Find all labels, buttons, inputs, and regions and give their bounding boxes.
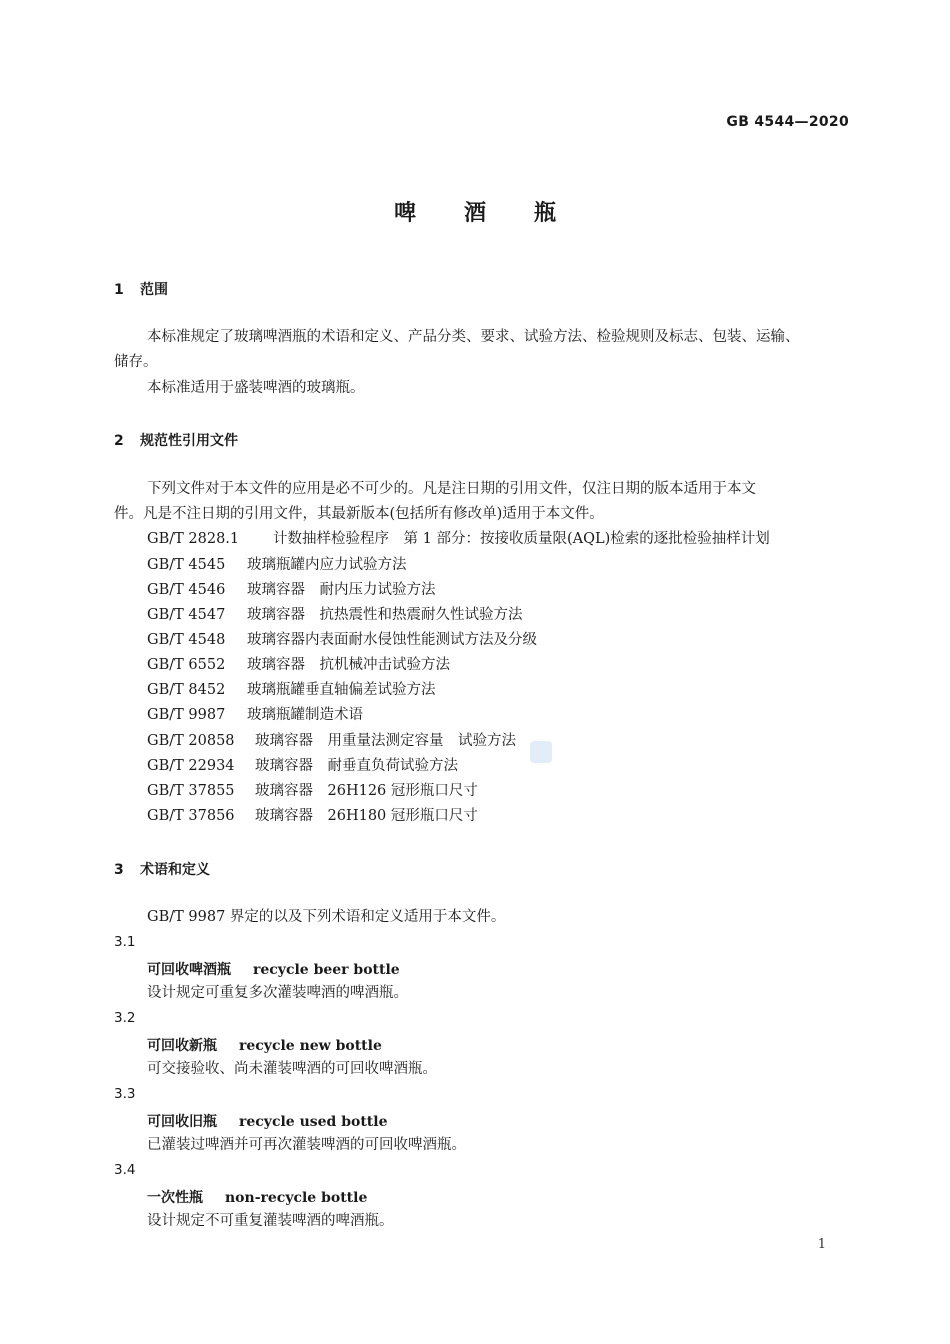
term-english: recycle new bottle — [239, 1038, 382, 1054]
references-intro-line-1: 下列文件对于本文件的应用是必不可少的。凡是注日期的引用文件，仅注日期的版本适用于本文 — [147, 481, 756, 497]
reference-code: GB/T 6552 — [147, 657, 226, 673]
reference-title: 玻璃瓶罐内应力试验方法 — [247, 557, 407, 573]
reference-item — [147, 680, 436, 700]
reference-item — [147, 630, 537, 650]
scope-paragraph-line-2: 储存。 — [114, 354, 158, 370]
reference-code: GB/T 37855 — [147, 783, 235, 799]
reference-title: 玻璃容器 用重量法测定容量 试验方法 — [255, 733, 516, 749]
term-english: recycle beer bottle — [253, 962, 400, 978]
reference-title: 玻璃容器 26H180 冠形瓶口尺寸 — [255, 808, 478, 824]
section-number: 3 — [114, 862, 124, 878]
term-chinese: 一次性瓶 — [147, 1190, 203, 1206]
terms-intro: GB/T 9987 界定的以及下列术语和定义适用于本文件。 — [147, 909, 506, 925]
section-title: 术语和定义 — [140, 862, 210, 878]
section-2-heading — [114, 430, 238, 450]
section-title: 规范性引用文件 — [140, 433, 238, 449]
reference-title: 玻璃瓶罐制造术语 — [247, 707, 363, 723]
section-1-heading — [114, 279, 168, 299]
standard-code: GB 4544—2020 — [726, 114, 849, 130]
reference-title: 玻璃容器 耐垂直负荷试验方法 — [255, 758, 458, 774]
term-english: recycle used bottle — [239, 1114, 388, 1130]
term-definition: 已灌装过啤酒并可再次灌装啤酒的可回收啤酒瓶。 — [147, 1137, 466, 1153]
reference-code: GB/T 8452 — [147, 682, 226, 698]
section-3-heading — [114, 859, 210, 879]
reference-item — [147, 731, 516, 751]
reference-item — [147, 580, 436, 600]
reference-item — [147, 806, 478, 826]
reference-title: 玻璃容器 抗机械冲击试验方法 — [247, 657, 450, 673]
term-number: 3.3 — [114, 1086, 136, 1102]
reference-code: GB/T 22934 — [147, 758, 235, 774]
section-number: 1 — [114, 282, 124, 298]
watermark-mark — [530, 741, 552, 763]
term-definition: 设计规定不可重复灌装啤酒的啤酒瓶。 — [147, 1213, 394, 1229]
reference-title: 计数抽样检验程序 第 1 部分：按接收质量限(AQL)检索的逐批检验抽样计划 — [273, 531, 770, 547]
reference-item — [147, 781, 478, 801]
term-heading — [147, 1111, 387, 1131]
reference-code: GB/T 4546 — [147, 582, 226, 598]
reference-code: GB/T 37856 — [147, 808, 235, 824]
reference-item — [147, 605, 523, 625]
reference-item — [147, 529, 770, 549]
reference-item — [147, 655, 450, 675]
term-number: 3.1 — [114, 934, 136, 950]
section-title: 范围 — [140, 282, 168, 298]
reference-title: 玻璃瓶罐垂直轴偏差试验方法 — [247, 682, 436, 698]
term-chinese: 可回收旧瓶 — [147, 1114, 217, 1130]
term-heading — [147, 1187, 367, 1207]
references-intro-line-2: 件。凡是不注日期的引用文件，其最新版本(包括所有修改单)适用于本文件。 — [114, 506, 604, 522]
reference-item — [147, 555, 407, 575]
reference-title: 玻璃容器 抗热震性和热震耐久性试验方法 — [247, 607, 523, 623]
scope-paragraph-2: 本标准适用于盛装啤酒的玻璃瓶。 — [147, 380, 365, 396]
term-definition: 可交接验收、尚未灌装啤酒的可回收啤酒瓶。 — [147, 1061, 437, 1077]
reference-code: GB/T 2828.1 — [147, 531, 240, 547]
term-heading — [147, 1035, 382, 1055]
scope-paragraph-line-1: 本标准规定了玻璃啤酒瓶的术语和定义、产品分类、要求、试验方法、检验规则及标志、包装、运输、 — [147, 329, 800, 345]
reference-title: 玻璃容器 耐内压力试验方法 — [247, 582, 436, 598]
reference-code: GB/T 4547 — [147, 607, 226, 623]
reference-code: GB/T 4548 — [147, 632, 226, 648]
term-chinese: 可回收啤酒瓶 — [147, 962, 231, 978]
reference-code: GB/T 4545 — [147, 557, 226, 573]
reference-title: 玻璃容器 26H126 冠形瓶口尺寸 — [255, 783, 478, 799]
reference-title: 玻璃容器内表面耐水侵蚀性能测试方法及分级 — [247, 632, 537, 648]
section-number: 2 — [114, 433, 124, 449]
reference-item — [147, 705, 363, 725]
term-number: 3.2 — [114, 1010, 136, 1026]
document-title: 啤酒瓶 — [393, 201, 604, 226]
reference-item — [147, 756, 458, 776]
term-chinese: 可回收新瓶 — [147, 1038, 217, 1054]
term-english: non-recycle bottle — [225, 1190, 368, 1206]
page-number: 1 — [817, 1237, 826, 1252]
reference-code: GB/T 20858 — [147, 733, 235, 749]
term-number: 3.4 — [114, 1162, 136, 1178]
reference-code: GB/T 9987 — [147, 707, 226, 723]
term-heading — [147, 959, 400, 979]
term-definition: 设计规定可重复多次灌装啤酒的啤酒瓶。 — [147, 985, 408, 1001]
